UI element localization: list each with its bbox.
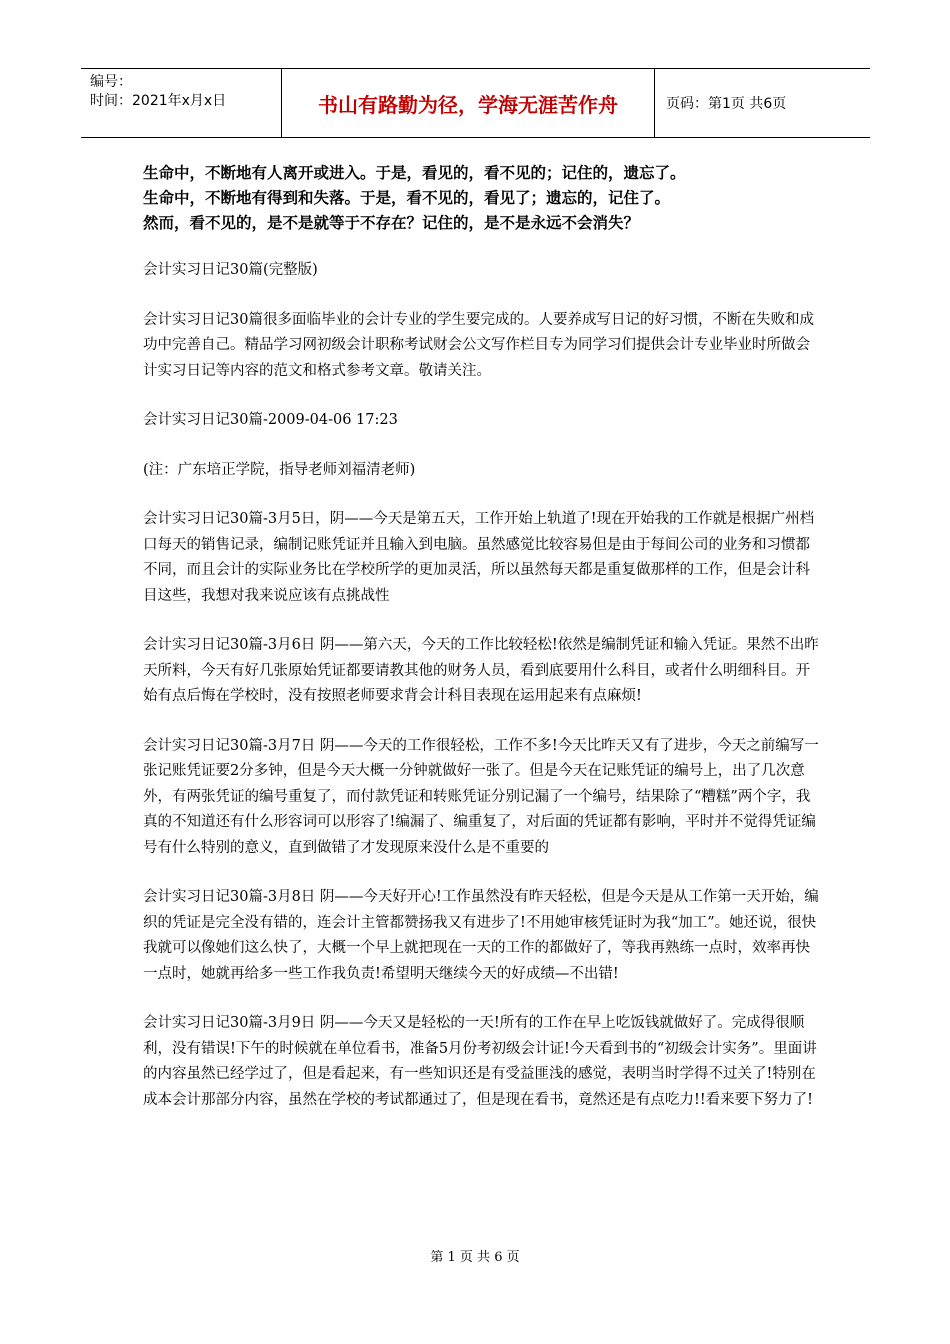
document-time-label: 时间：2021年x月x日 [90, 93, 227, 109]
note-line: (注：广东培正学院，指导老师刘福清老师) [143, 461, 416, 478]
diary-entry-march-6: 会计实习日记30篇-3月6日 阴——第六天，今天的工作比较轻松!依然是编制凭证和输入凭证。果然不出昨天所料，今天有好几张原始凭证都要请教其他的财务人员，看到底要用什么科目，或者什么明细科目。开始有点后悔在学校时，没有按照老师要求背会计科目表现在运用起来有点麻烦! [143, 637, 819, 704]
page-header [81, 68, 870, 138]
document-number-label: 编号： [90, 74, 132, 90]
document-body [143, 258, 823, 1137]
quote-line: 生命中，不断地有得到和失落。于是，看不见的，看见了；遗忘的，记住了。 [143, 189, 671, 207]
diary-entry-march-9: 会计实习日记30篇-3月9日 阴——今天又是轻松的一天!所有的工作在早上吃饭钱就做好了。完成得很顺利，没有错误!下午的时候就在单位看书，准备5月份考初级会计证!今天看到书的“初级会计实务”。里面讲的内容虽然已经学过了，但是看起来，有一些知识还是有受益匪浅的感觉，表明当时学得不过关了!特别在成本会计那部分内容，虽然在学校的考试都通过了，但是现在看书，竟然还是有点吃力!!看来要下努力了! [143, 1015, 817, 1108]
document-title: 会计实习日记30篇(完整版) [143, 262, 318, 278]
diary-entry-march-5: 会计实习日记30篇-3月5日，阴——今天是第五天，工作开始上轨道了!现在开始我的工作就是根据广州档口每天的销售记录，编制记账凭证并且输入到电脑。虽然感觉比较容易但是由于每间公司的业务和习惯都不同，而且会计的实际业务比在学校所学的更加灵活，所以虽然每天都是重复做那样的工作，但是会计科目这些，我想对我来说应该有点挑战性 [143, 511, 815, 604]
intro-paragraph: 会计实习日记30篇很多面临毕业的会计专业的学生要完成的。人要养成写日记的好习惯，不断在失败和成功中完善自己。精品学习网初级会计职称考试财会公文写作栏目专为同学习们提供会计专业毕业时所做会计实习日记等内容的范文和格式参考文章。敬请关注。 [143, 311, 814, 379]
diary-entry-march-8: 会计实习日记30篇-3月8日 阴——今天好开心!工作虽然没有昨天轻松，但是今天是从工作第一天开始，编织的凭证是完全没有错的，连会计主管都赞扬我又有进步了!不用她审核凭证时为我“加工”。她还说，很快我就可以像她们这么快了，大概一个早上就把现在一天的工作的都做好了，等我再熟练一点时，效率再快一点时，她就再给多一些工作我负责!希望明天继续今天的好成绩—不出错! [143, 889, 819, 982]
header-meta [81, 69, 282, 137]
quote-line: 然而，看不见的，是不是就等于不存在？记住的，是不是永远不会消失？ [143, 214, 640, 232]
post-date-line: 会计实习日记30篇-2009-04-06 17:23 [143, 412, 398, 428]
quote-line: 生命中，不断地有人离开或进入。于是，看见的，看不见的；记住的，遗忘了。 [143, 164, 686, 182]
header-motto: 书山有路勤为径，学海无涯苦作舟 [282, 69, 655, 137]
diary-entry-march-7: 会计实习日记30篇-3月7日 阴——今天的工作很轻松，工作不多!今天比昨天又有了进步，今天之前编写一张记账凭证要2分多钟，但是今天大概一分钟就做好一张了。但是今天在记账凭证的编号上，出了几次意外，有两张凭证的编号重复了，而付款凭证和转账凭证分别记漏了一个编号，结果除了“糟糕”两个字，我真的不知道还有什么形容词可以形容了!编漏了、编重复了，对后面的凭证都有影响，平时并不觉得凭证编号有什么特别的意义，直到做错了才发现原来没什么是不重要的 [143, 737, 819, 856]
page-footer: 第 1 页 共 6 页 [430, 1250, 520, 1265]
header-page-info: 页码：第1页 共6页 [666, 96, 787, 112]
opening-quote [143, 161, 843, 236]
